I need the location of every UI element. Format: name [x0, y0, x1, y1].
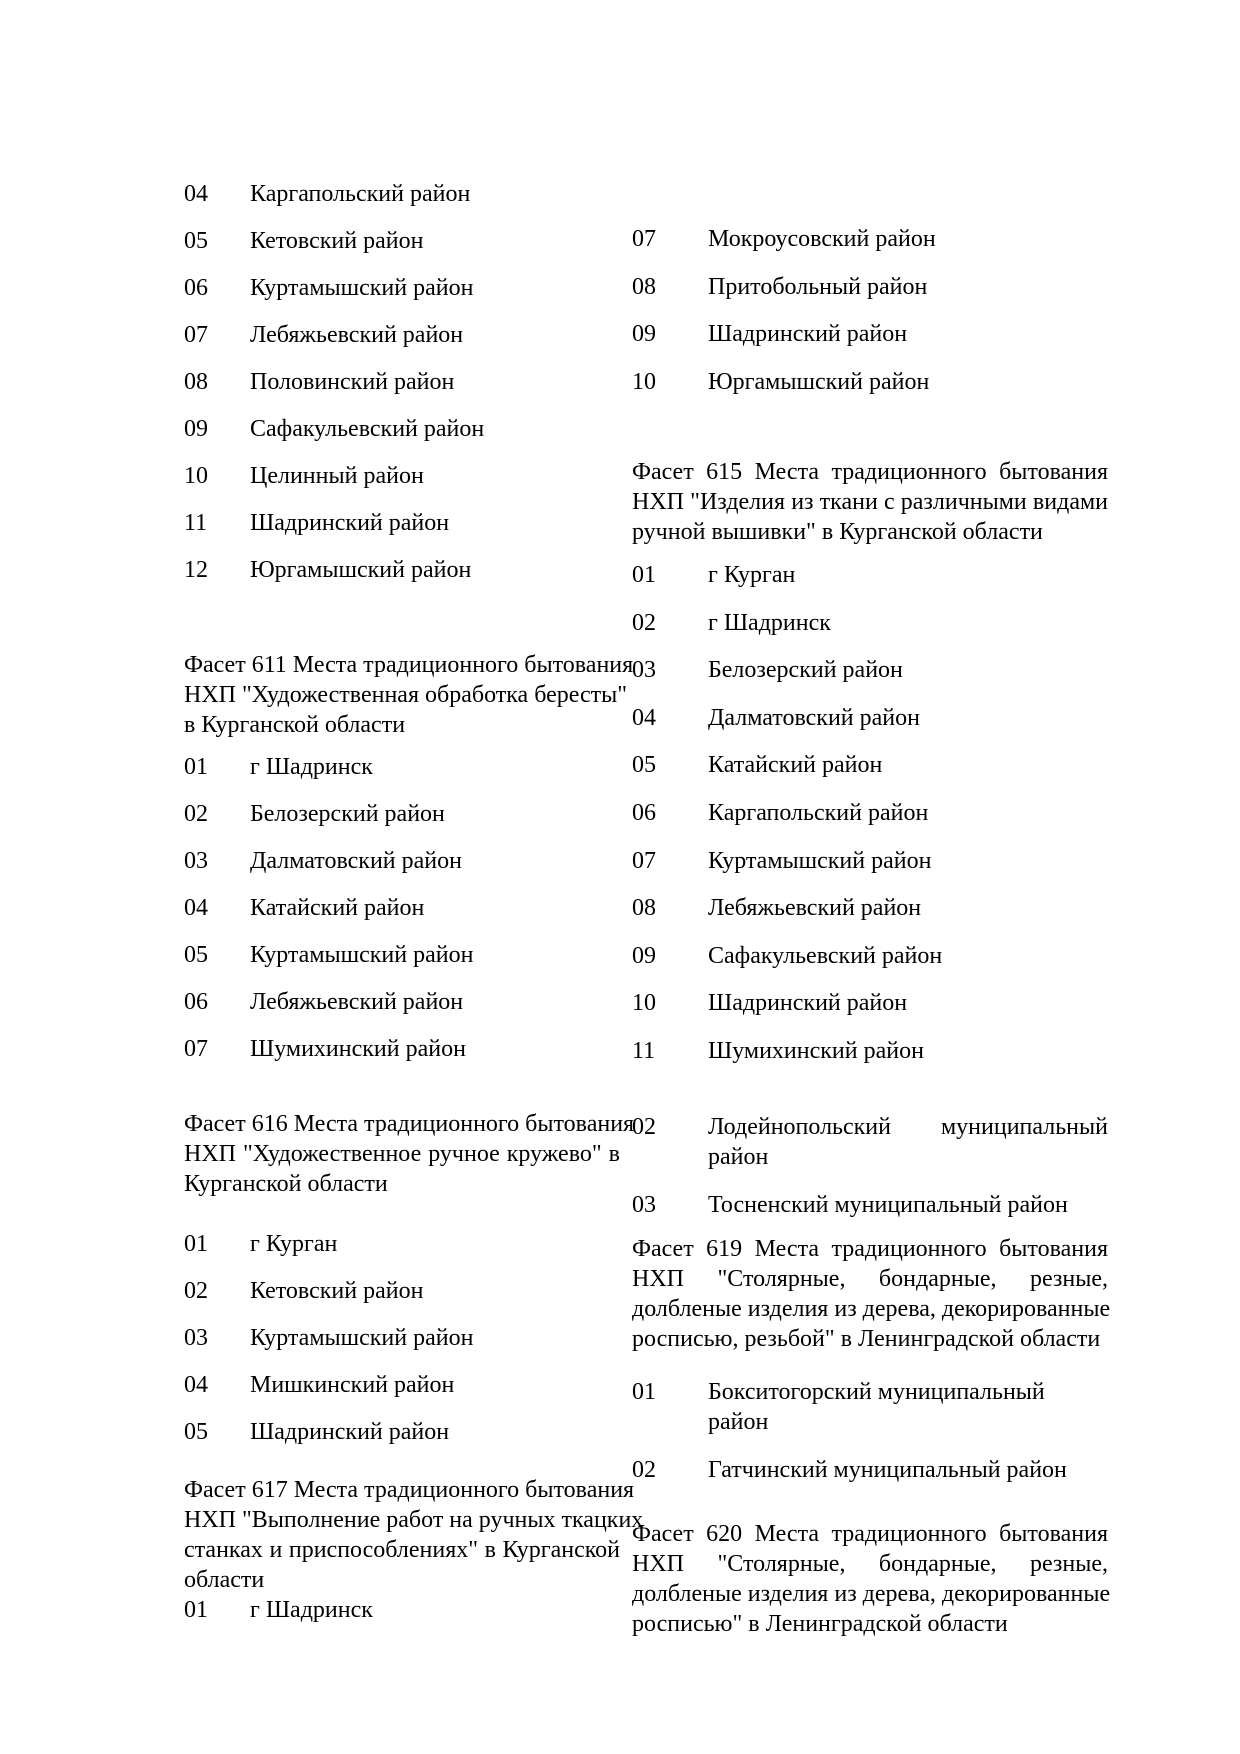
facet-heading [632, 1234, 1111, 1354]
heading-line: росписью, резьбой" в Ленинградской области [632, 1326, 1101, 1352]
heading-line: станках и приспособлениях" в Курганской [184, 1537, 620, 1563]
item-code: 09 [632, 942, 656, 969]
list-item [632, 319, 1108, 349]
item-label: Лебяжьевский район [708, 895, 922, 922]
heading-line: области [184, 1567, 265, 1593]
facet-heading [632, 1519, 1111, 1639]
item-label: Половинский район [250, 369, 455, 395]
item-code: 04 [184, 1372, 208, 1398]
item-label: г Шадринск [708, 609, 831, 636]
item-label: Кетовский район [250, 228, 424, 254]
list-item [184, 987, 620, 1017]
item-code: 08 [632, 273, 656, 300]
item-label-line: Лодейнопольский муниципальный [708, 1114, 1108, 1140]
item-code: 12 [184, 557, 208, 583]
list-item [632, 988, 1108, 1018]
heading-line: Фасет 615 Места традиционного бытования [632, 459, 1108, 485]
item-code: 04 [184, 895, 208, 921]
list-item [632, 367, 1108, 397]
item-code: 10 [632, 368, 656, 395]
item-label: Шумихинский район [708, 1037, 924, 1064]
item-code: 05 [184, 1419, 208, 1445]
facet-heading [184, 1475, 644, 1595]
list-item [184, 320, 620, 350]
item-code: 02 [632, 609, 656, 636]
facet-list [184, 1229, 620, 1464]
list-item [184, 1034, 620, 1064]
list-item [184, 1276, 620, 1306]
item-label: Каргапольский район [250, 181, 471, 207]
list-item [184, 893, 620, 923]
list-item [632, 1036, 1108, 1066]
item-code: 03 [184, 848, 208, 874]
item-code: 08 [632, 895, 656, 922]
list-item [184, 508, 620, 538]
item-code: 11 [632, 1037, 656, 1064]
item-label: Мокроусовский район [708, 226, 936, 252]
item-code: 01 [184, 1231, 208, 1257]
item-label: Куртамышский район [250, 942, 474, 968]
item-label: Тосненский муниципальный район [708, 1191, 1068, 1218]
item-code: 07 [632, 847, 656, 874]
list-item [632, 798, 1108, 828]
list-item [632, 560, 1108, 590]
item-code: 07 [184, 322, 208, 348]
item-label: Бокситогорский муниципальный район [708, 1379, 1045, 1435]
heading-line: НХП "Выполнение работ на ручных ткацких [184, 1507, 644, 1533]
item-code: 01 [184, 754, 208, 780]
list-item [184, 1417, 620, 1447]
item-label: Мишкинский район [250, 1372, 455, 1398]
item-code: 02 [184, 801, 208, 827]
heading-line: НХП "Столярные, бондарные, резные, [632, 1551, 1108, 1577]
list-item [632, 1455, 1108, 1485]
item-label: г Курган [708, 562, 796, 588]
item-code: 06 [184, 989, 208, 1015]
item-label: Шадринский район [250, 1419, 450, 1445]
facet-list [184, 752, 620, 1081]
heading-line: в Курганской области [184, 712, 406, 738]
item-code: 05 [632, 752, 656, 779]
list-item [632, 1190, 1108, 1220]
item-label: г Шадринск [250, 1597, 373, 1623]
item-code: 03 [184, 1325, 208, 1351]
item-code: 01 [632, 562, 656, 588]
list-item [184, 461, 620, 491]
item-label: Сафакульевский район [708, 942, 943, 969]
item-label: Шумихинский район [250, 1036, 466, 1062]
facet-list [632, 1377, 1108, 1502]
heading-line: НХП "Художественная обработка бересты" [184, 682, 628, 708]
item-label: Притобольный район [708, 273, 928, 300]
item-code: 10 [632, 990, 656, 1017]
item-label: Катайский район [708, 752, 883, 779]
item-code: 08 [184, 369, 208, 395]
heading-line: долбленые изделия из дерева, декорированные [632, 1296, 1111, 1322]
item-code: 10 [184, 463, 208, 489]
list-item [632, 750, 1108, 780]
item-label: Гатчинский муниципальный район [708, 1456, 1067, 1483]
item-label: Каргапольский район [708, 799, 929, 826]
item-code: 03 [632, 657, 656, 684]
list-item [632, 846, 1108, 876]
item-code: 03 [632, 1191, 656, 1218]
facet-heading [184, 650, 634, 740]
list-item [184, 226, 620, 256]
heading-line: Фасет 616 Места традиционного бытования [184, 1111, 635, 1137]
heading-line: НХП "Столярные, бондарные, резные, [632, 1266, 1108, 1292]
list-item [632, 272, 1108, 302]
facet-heading [184, 1109, 635, 1199]
facet-list [632, 1112, 1108, 1237]
facet-list [184, 1595, 620, 1642]
item-code: 01 [632, 1379, 656, 1405]
item-code: 02 [632, 1114, 656, 1140]
heading-line: Фасет 620 Места традиционного бытования [632, 1521, 1108, 1547]
list-item [184, 414, 620, 444]
list-item [184, 1595, 620, 1625]
item-label: Белозерский район [708, 657, 903, 684]
item-code: 11 [184, 510, 208, 536]
item-label: Шадринский район [250, 510, 450, 536]
list-item [184, 367, 620, 397]
heading-line: Фасет 619 Места традиционного бытования [632, 1236, 1108, 1262]
list-item [632, 703, 1108, 733]
list-item [184, 1370, 620, 1400]
item-label: г Шадринск [250, 754, 373, 780]
facet-list [632, 560, 1108, 1084]
item-label: Шадринский район [708, 990, 908, 1017]
heading-line: Фасет 617 Места традиционного бытования [184, 1477, 635, 1503]
item-label: Юргамышский район [250, 557, 472, 583]
heading-line: Фасет 611 Места традиционного бытования [184, 652, 634, 678]
list-item [184, 940, 620, 970]
item-code: 09 [632, 321, 656, 348]
item-label: Лебяжьевский район [250, 989, 464, 1015]
list-item [632, 1377, 1108, 1437]
item-code: 05 [184, 228, 208, 254]
list-item [184, 846, 620, 876]
facet-list [632, 224, 1108, 414]
item-label: Куртамышский район [708, 847, 932, 874]
item-label: Далматовский район [250, 848, 462, 874]
list-item [632, 941, 1108, 971]
list-item [184, 1229, 620, 1259]
item-code: 04 [632, 704, 656, 731]
heading-line: долбленые изделия из дерева, декорированные [632, 1581, 1111, 1607]
item-code: 06 [184, 275, 208, 301]
list-item [632, 608, 1108, 638]
list-item [184, 799, 620, 829]
facet-list [184, 179, 620, 602]
facet-heading [632, 457, 1108, 547]
list-item [184, 179, 620, 209]
item-code: 09 [184, 416, 208, 442]
item-label: Катайский район [250, 895, 425, 921]
item-code: 02 [632, 1456, 656, 1483]
list-item [184, 1323, 620, 1353]
item-code: 05 [184, 942, 208, 968]
item-code: 07 [632, 226, 656, 252]
item-label: Далматовский район [708, 704, 920, 731]
heading-line: Курганской области [184, 1171, 388, 1197]
heading-line: НХП "Изделия из ткани с различными видами [632, 489, 1108, 515]
list-item [184, 752, 620, 782]
item-label: Целинный район [250, 463, 424, 489]
heading-line: НХП "Художественное ручное кружево" в [184, 1141, 620, 1167]
list-item [632, 224, 1108, 254]
item-label: Куртамышский район [250, 275, 474, 301]
item-label: Юргамышский район [708, 368, 930, 395]
item-label: Кетовский район [250, 1278, 424, 1304]
list-item [184, 555, 620, 585]
item-label [708, 1112, 1108, 1172]
item-label: Сафакульевский район [250, 416, 485, 442]
item-label: г Курган [250, 1231, 338, 1257]
list-item [632, 655, 1108, 685]
item-code: 07 [184, 1036, 208, 1062]
item-code: 04 [184, 181, 208, 207]
item-label-line: район [708, 1144, 769, 1170]
heading-line: росписью" в Ленинградской области [632, 1611, 1008, 1637]
list-item [184, 273, 620, 303]
list-item [632, 893, 1108, 923]
item-code: 02 [184, 1278, 208, 1304]
item-label: Шадринский район [708, 321, 908, 348]
heading-line: ручной вышивки" в Курганской области [632, 519, 1043, 545]
item-label: Лебяжьевский район [250, 322, 464, 348]
column-left [184, 0, 644, 1754]
item-label: Белозерский район [250, 801, 445, 827]
item-label: Куртамышский район [250, 1325, 474, 1351]
item-code: 01 [184, 1597, 208, 1623]
column-right [632, 0, 1111, 1754]
list-item [632, 1112, 1108, 1172]
item-code: 06 [632, 799, 656, 826]
